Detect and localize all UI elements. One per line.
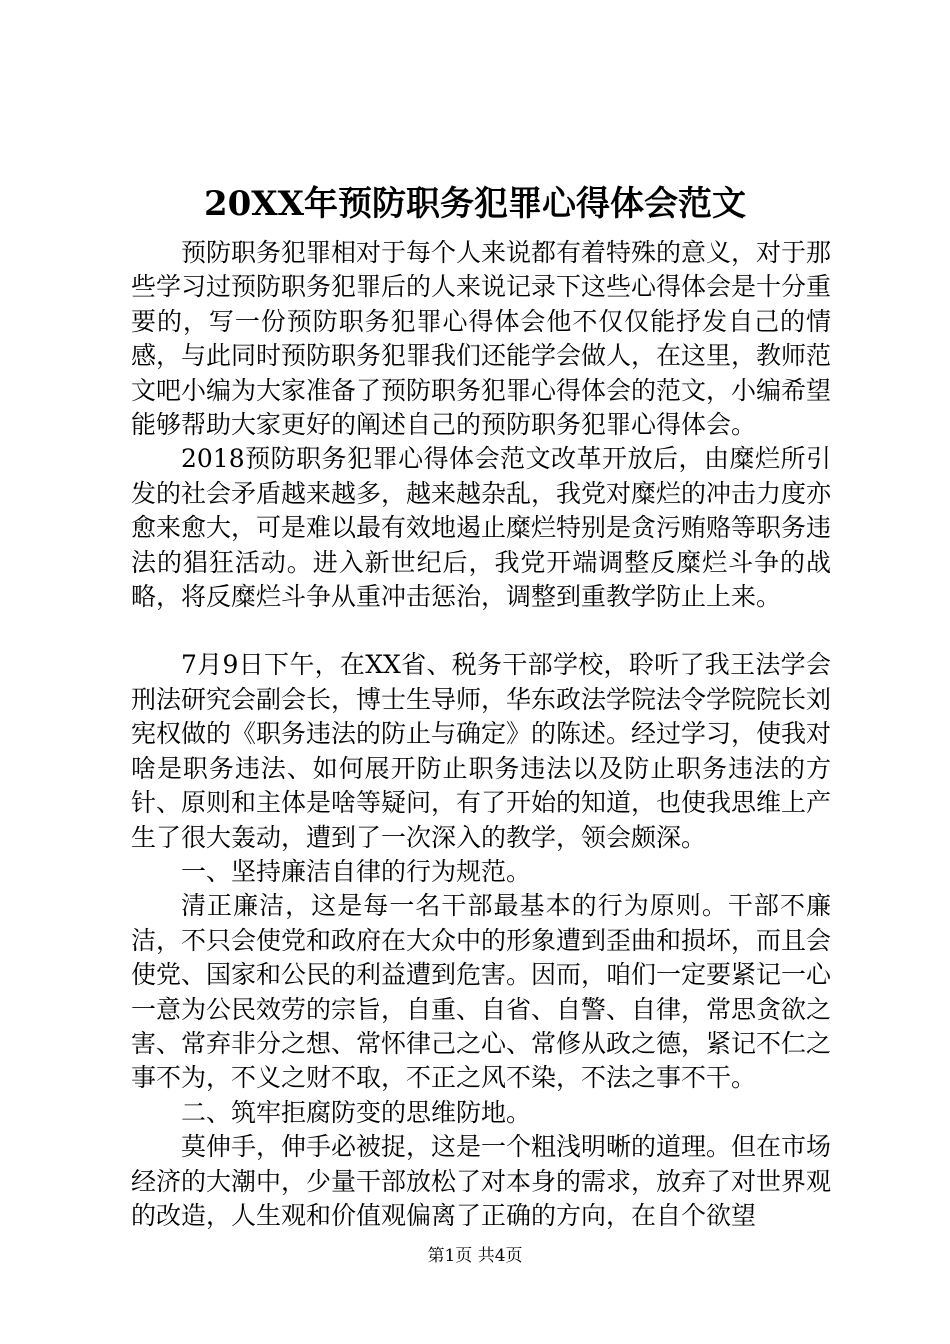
document-title: 20XX年预防职务犯罪心得体会范文 — [203, 184, 747, 224]
paragraph-intro: 预防职务犯罪相对于每个人来说都有着特殊的意义，对于那些学习过预防职务犯罪后的人来说记录下这些心得体会是十分重要的，写一份预防职务犯罪心得体会他不仅仅能抒发自己的情感，与此同时预防职务犯罪我们还能学会做人，在这里，教师范文吧小编为大家准备了预防职务犯罪心得体会的范文，小编希望能够帮助大家更好的阐述自己的预防职务犯罪心得体会。 — [131, 238, 832, 440]
paragraph-integrity: 清正廉洁，这是每一名干部最基本的行为原则。干部不廉洁，不只会使党和政府在大众中的形象遭到歪曲和损坏，而且会使党、国家和公民的利益遭到危害。因而，咱们一定要紧记一心一意为公民效劳的宗旨，自重、自省、自警、自律，常思贪欲之害、常弃非分之想、常怀律己之心、常修从政之德，紧记不仁之事不为，不义之财不取，不正之风不染，不法之事不干。 — [131, 891, 832, 1093]
paragraph-july-lecture: 7月9日下午，在XX省、税务干部学校，聆听了我王法学会刑法研究会副会长，博士生导师，华东政法学院法令学院院长刘宪权做的《职务违法的防止与确定》的陈述。经过学习，使我对啥是职务违法、如何展开防止职务违法以及防止职务违法的方针、原则和主体是啥等疑问，有了开始的知道，也使我思维上产生了很大轰动，遭到了一次深入的教学，领会颇深。 — [131, 650, 832, 852]
section-heading-1: 一、坚持廉洁自律的行为规范。 — [181, 856, 532, 886]
document-body — [131, 236, 831, 1233]
section-heading-2: 二、筑牢拒腐防变的思维防地。 — [181, 1097, 532, 1127]
page-number: 第1页 共4页 — [427, 1246, 523, 1266]
paragraph-defense: 莫伸手，伸手必被捉，这是一个粗浅明晰的道理。但在市场经济的大潮中，少量干部放松了对本身的需求，放弃了对世界观的改造，人生观和价值观偏离了正确的方向，在自个欲望 — [131, 1132, 832, 1230]
paragraph-2018: 2018预防职务犯罪心得体会范文改革开放后，由糜烂所引发的社会矛盾越来越多，越来越杂乱，我党对糜烂的冲击力度亦愈来愈大，可是难以最有效地遏止糜烂特别是贪污贿赂等职务违法的猖狂活动。进入新世纪后，我党开端调整反糜烂斗争的战略，将反糜烂斗争从重冲击惩治，调整到重教学防止上来。 — [131, 444, 832, 612]
